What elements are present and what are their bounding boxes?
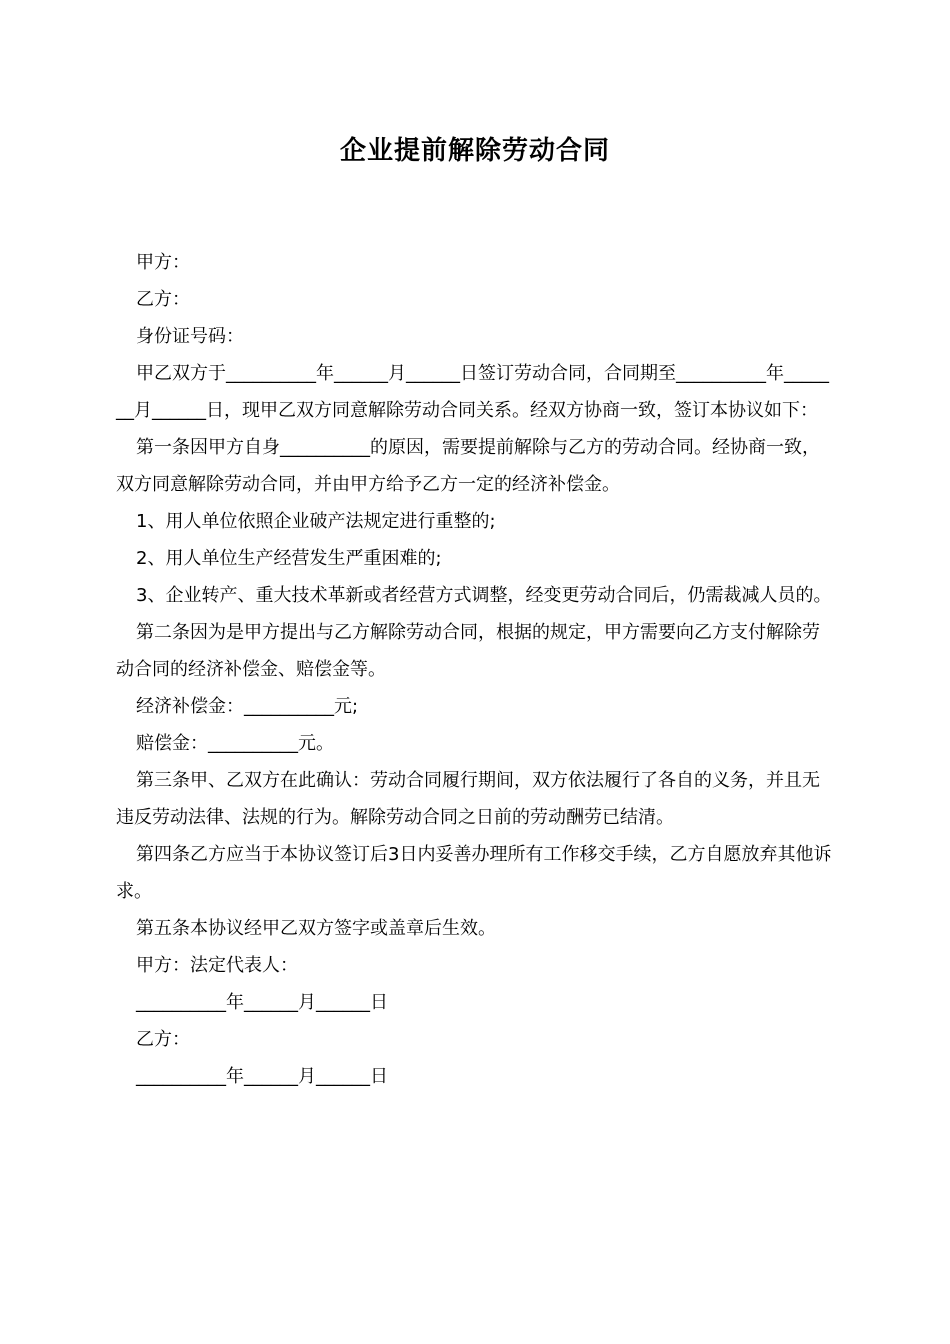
article-5: 第五条本协议经甲乙双方签字或盖章后生效。 xyxy=(136,918,496,939)
intro-paragraph: 甲乙双方于__________年______月______日签订劳动合同，合同期至__________年_______月______日，现甲乙双方同意解除劳动合同关系。经双方协商一致，签订本协议如下： xyxy=(116,363,829,421)
article-4: 第四条乙方应当于本协议签订后3日内妥善办理所有工作移交手续，乙方自愿放弃其他诉求。 xyxy=(116,844,832,902)
document-body xyxy=(116,244,836,1095)
party-b-date-line: __________年______月______日 xyxy=(136,1066,388,1087)
party-a-line: 甲方： xyxy=(136,252,190,273)
article-1: 第一条因甲方自身__________的原因，需要提前解除与乙方的劳动合同。经协商一致，双方同意解除劳动合同，并由甲方给予乙方一定的经济补偿金。 xyxy=(116,437,820,495)
document-title: 企业提前解除劳动合同 xyxy=(339,136,610,166)
article-2: 第二条因为是甲方提出与乙方解除劳动合同，根据的规定，甲方需要向乙方支付解除劳动合同的经济补偿金、赔偿金等。 xyxy=(116,622,820,680)
list-item-3: 3、企业转产、重大技术革新或者经营方式调整，经变更劳动合同后，仍需裁减人员的。 xyxy=(136,585,832,606)
party-b-signature-line: 乙方： xyxy=(136,1029,190,1050)
indemnity-line: 赔偿金：__________元。 xyxy=(136,733,334,754)
list-item-2: 2、用人单位生产经营发生严重困难的; xyxy=(136,548,442,569)
party-b-line: 乙方： xyxy=(136,289,190,310)
list-item-1: 1、用人单位依照企业破产法规定进行重整的; xyxy=(136,511,496,532)
compensation-line: 经济补偿金：__________元; xyxy=(136,696,359,717)
party-a-date-line: __________年______月______日 xyxy=(136,992,388,1013)
id-number-line: 身份证号码： xyxy=(136,326,244,347)
article-3: 第三条甲、乙双方在此确认：劳动合同履行期间，双方依法履行了各自的义务，并且无违反劳动法律、法规的行为。解除劳动合同之日前的劳动酬劳已结清。 xyxy=(116,770,820,828)
party-a-signature-line: 甲方：法定代表人： xyxy=(136,955,298,976)
